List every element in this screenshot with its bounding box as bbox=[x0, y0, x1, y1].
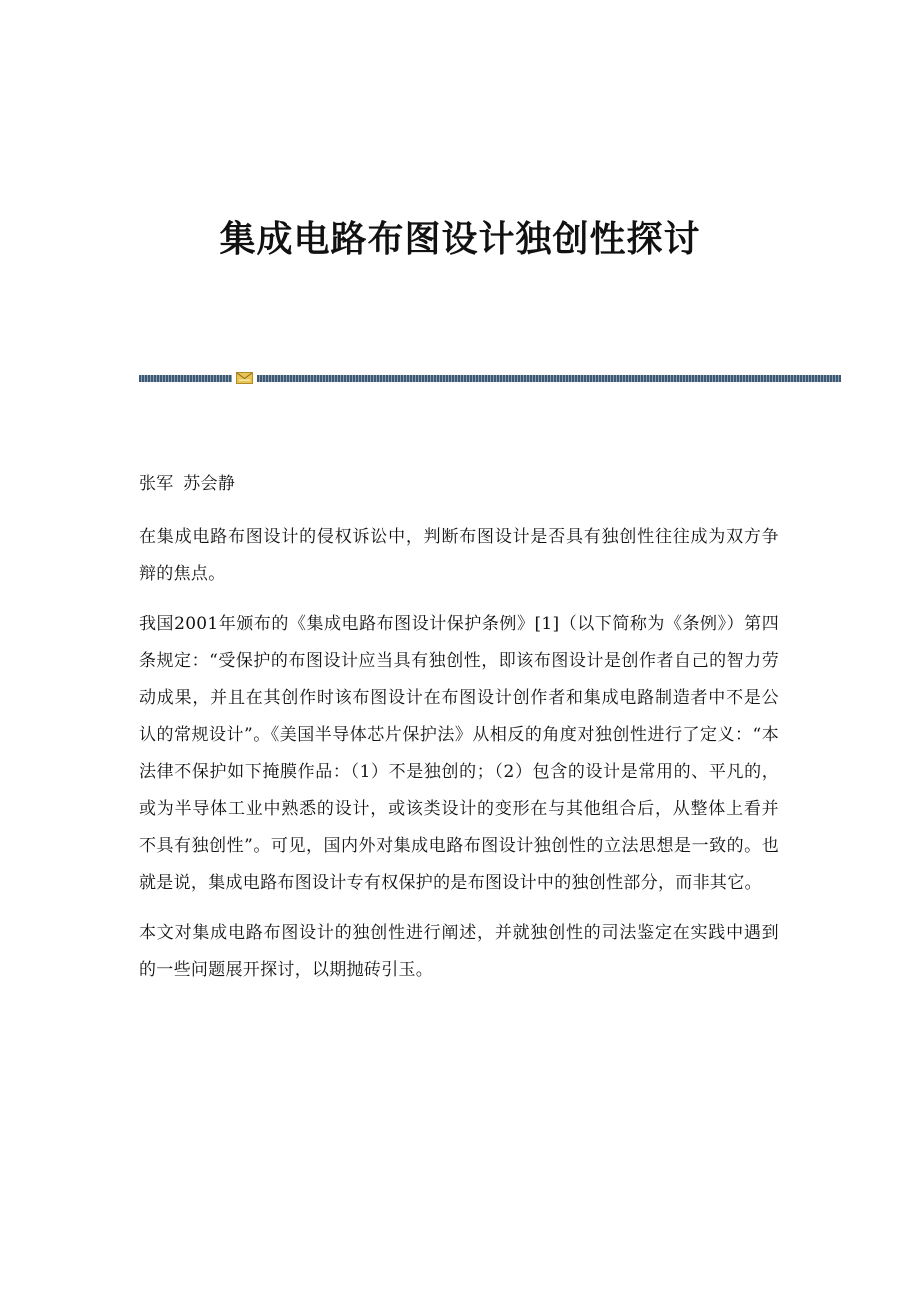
article-body bbox=[139, 466, 779, 1002]
divider-bar-right bbox=[257, 375, 841, 382]
paragraph-purpose: 本文对集成电路布图设计的独创性进行阐述，并就独创性的司法鉴定在实践中遇到的一些问题展开探讨，以期抛砖引玉。 bbox=[139, 923, 779, 980]
title-divider bbox=[139, 372, 841, 384]
envelope-icon bbox=[236, 372, 253, 384]
paragraph-intro: 在集成电路布图设计的侵权诉讼中，判断布图设计是否具有独创性往往成为双方争辩的焦点。 bbox=[139, 527, 779, 584]
page-title: 集成电路布图设计独创性探讨 bbox=[219, 219, 701, 260]
divider-bar-left bbox=[139, 375, 232, 382]
authors: 张军 苏会静 bbox=[139, 474, 236, 494]
paragraph-law: 我国2001年颁布的《集成电路布图设计保护条例》[1]（以下简称为《条例》）第四条规定：“受保护的布图设计应当具有独创性，即该布图设计是创作者自己的智力劳动成果，并且在其创作时该布图设计在布图设计创作者和集成电路制造者中不是公认的常规设计”。《美国半导体芯片保护法》从相反的角度对独创性进行了定义：“本法律不保护如下掩膜作品：（1）不是独创的；（2）包含的设计是常用的、平凡的，或为半导体工业中熟悉的设计，或该类设计的变形在与其他组合后，从整体上看并不具有独创性”。可见，国内外对集成电路布图设计独创性的立法思想是一致的。也就是说，集成电路布图设计专有权保护的是布图设计中的独创性部分，而非其它。 bbox=[139, 614, 779, 893]
